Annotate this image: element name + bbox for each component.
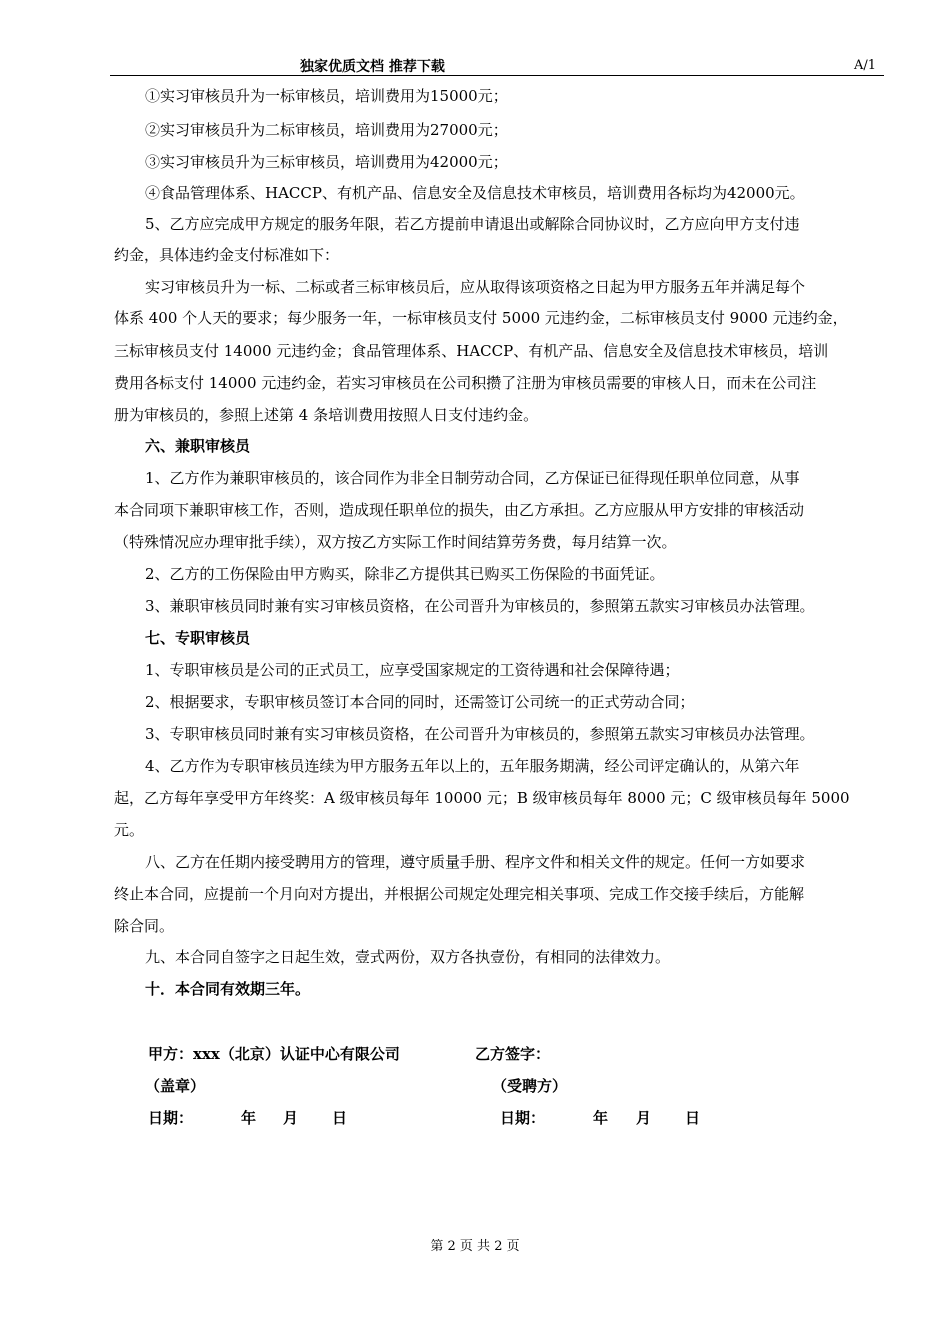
text-line: 终止本合同，应提前一个月向对方提出，并根据公司规定处理完相关事项、完成工作交接手续后，方能解 <box>114 885 805 903</box>
text-line: 除合同。 <box>114 917 175 935</box>
text-line: （特殊情况应办理审批手续），双方按乙方实际工作时间结算劳务费，每月结算一次。 <box>114 533 677 551</box>
text-line: ②实习审核员升为二标审核员，培训费用为27000元； <box>145 121 508 139</box>
party-a-date-month: 月 <box>283 1109 299 1127</box>
section-heading: 十．本合同有效期三年。 <box>145 980 311 998</box>
text-line: 4、乙方作为专职审核员连续为甲方服务五年以上的，五年服务期满，经公司评定确认的，从第六年 <box>145 757 800 775</box>
text-line: 实习审核员升为一标、二标或者三标审核员后，应从取得该项资格之日起为甲方服务五年并满足每个 <box>145 278 806 296</box>
text-line: ③实习审核员升为三标审核员，培训费用为42000元； <box>145 153 508 171</box>
text-line: 5、乙方应完成甲方规定的服务年限，若乙方提前申请退出或解除合同协议时，乙方应向甲方支付违 <box>145 215 800 233</box>
text-line: 1、专职审核员是公司的正式员工，应享受国家规定的工资待遇和社会保障待遇； <box>145 661 680 679</box>
party-b-signature-label: 乙方签字： <box>475 1045 551 1063</box>
text-line: 册为审核员的，参照上述第 4 条培训费用按照人日支付违约金。 <box>114 406 539 424</box>
party-a-date-year: 年 <box>241 1109 257 1127</box>
party-a-seal: （盖章） <box>145 1077 206 1095</box>
text-line: 体系 400 个人天的要求；每少服务一年，一标审核员支付 5000 元违约金，二标审核员支付 9000 元违约金， <box>114 309 848 327</box>
text-line: 2、乙方的工伤保险由甲方购买，除非乙方提供其已购买工伤保险的书面凭证。 <box>145 565 665 583</box>
text-line: 费用各标支付 14000 元违约金，若实习审核员在公司积攒了注册为审核员需要的审核人日，而未在公司注 <box>114 374 817 392</box>
text-line: 本合同项下兼职审核工作，否则，造成现任职单位的损失，由乙方承担。乙方应服从甲方安排的审核活动 <box>114 501 805 519</box>
text-line: ④食品管理体系、HACCP、有机产品、信息安全及信息技术审核员，培训费用各标均为42000元。 <box>145 184 805 202</box>
party-b-role: （受聘方） <box>492 1077 568 1095</box>
header-rule <box>110 75 884 76</box>
text-line: 2、根据要求，专职审核员签订本合同的同时，还需签订公司统一的正式劳动合同； <box>145 693 695 711</box>
party-b-date-month: 月 <box>636 1109 652 1127</box>
text-line: 3、兼职审核员同时兼有实习审核员资格，在公司晋升为审核员的，参照第五款实习审核员办法管理。 <box>145 597 815 615</box>
section-heading: 七、专职审核员 <box>145 629 251 647</box>
party-b-date-year: 年 <box>593 1109 609 1127</box>
party-b-date-day: 日 <box>685 1109 701 1127</box>
text-line: ①实习审核员升为一标审核员，培训费用为15000元； <box>145 87 508 105</box>
text-line: 约金，具体违约金支付标准如下： <box>114 246 340 264</box>
page-header-mark: A/1 <box>854 58 877 73</box>
text-line: 三标审核员支付 14000 元违约金；食品管理体系、HACCP、有机产品、信息安全及信息技术审核员，培训 <box>114 342 829 360</box>
party-a-date-label: 日期： <box>148 1109 194 1127</box>
page-header-title: 独家优质文档 推荐下载 <box>300 59 445 75</box>
text-line: 1、乙方作为兼职审核员的，该合同作为非全日制劳动合同，乙方保证已征得现任职单位同意，从事 <box>145 469 800 487</box>
party-b-date-label: 日期： <box>500 1109 546 1127</box>
text-line: 八、乙方在任期内接受聘用方的管理，遵守质量手册、程序文件和相关文件的规定。任何一方如要求 <box>145 853 806 871</box>
text-line: 起，乙方每年享受甲方年终奖：A 级审核员每年 10000 元；B 级审核员每年 8000 元；C 级审核员每年 5000 <box>114 789 850 807</box>
party-a-date-day: 日 <box>332 1109 348 1127</box>
text-line: 九、本合同自签字之日起生效，壹式两份，双方各执壹份，有相同的法律效力。 <box>145 948 671 966</box>
text-line: 元。 <box>114 821 145 839</box>
text-line: 3、专职审核员同时兼有实习审核员资格，在公司晋升为审核员的，参照第五款实习审核员办法管理。 <box>145 725 815 743</box>
party-a-name: 甲方：xxx（北京）认证中心有限公司 <box>148 1045 400 1063</box>
page-footer: 第 2 页 共 2 页 <box>430 1239 520 1254</box>
section-heading: 六、兼职审核员 <box>145 437 251 455</box>
